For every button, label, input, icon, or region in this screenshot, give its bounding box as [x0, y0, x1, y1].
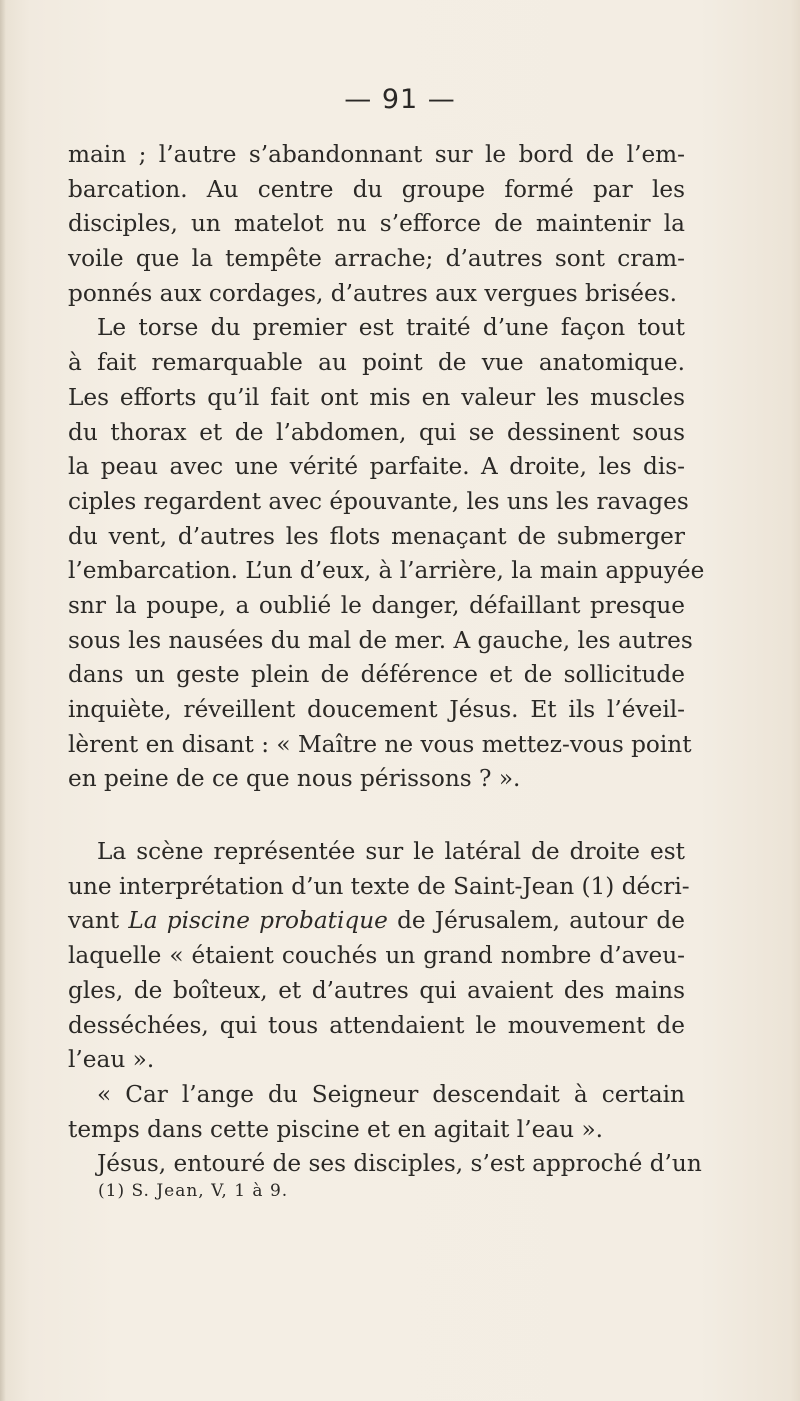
text-line: à fait remarquable au point de vue anatomique. [68, 349, 685, 377]
text-line: inquiète, réveillent doucement Jésus. Et ils l’éveil- [68, 696, 685, 723]
text-line: dans un geste plein de déférence et de sollicitude [68, 661, 685, 689]
text-line: ponnés aux cordages, d’autres aux vergues brisées. [68, 279, 677, 307]
paragraph-gap [68, 797, 685, 835]
page-binding-edge [0, 0, 6, 1401]
text-line: Le torse du premier est traité d’une façon tout [97, 314, 685, 342]
text-line: La scène représentée sur le latéral de droite est [97, 838, 685, 866]
text-line: lèrent en disant : « Maître ne vous mettez-vous point [68, 730, 692, 758]
page-number: — 91 — [344, 84, 456, 115]
text-line: du vent, d’autres les flots menaçant de submerger [68, 522, 685, 550]
text-line: disciples, un matelot nu s’efforce de maintenir la [68, 210, 685, 238]
text-line: barcation. Au centre du groupe formé par les [68, 175, 685, 203]
text-line: voile que la tempête arrache; d’autres sont cram- [68, 245, 685, 273]
text-line: desséchées, qui tous attendaient le mouvement de [68, 1011, 685, 1039]
text-line: gles, de boîteux, et d’autres qui avaient des mains [68, 976, 685, 1004]
italic-title: La piscine probatique [128, 907, 388, 935]
text-run: vant [68, 907, 129, 935]
text-line: Les efforts qu’il fait ont mis en valeur les muscles [68, 383, 685, 411]
text-line: ciples regardent avec épouvante, les uns les ravages [68, 487, 689, 515]
text-line: l’embarcation. L’un d’eux, à l’arrière, la main appuyée [68, 557, 705, 585]
text-run: de Jérusalem, autour de [387, 907, 685, 935]
text-line: du thorax et de l’abdomen, qui se dessinent sous [68, 418, 685, 446]
text-line: Jésus, entouré de ses disciples, s’est approché d’un [97, 1150, 702, 1178]
body-text [68, 138, 705, 1182]
text-line-with-italic [68, 904, 685, 939]
text-line: main ; l’autre s’abandonnant sur le bord de l’em- [68, 141, 685, 168]
text-line: temps dans cette piscine et en agitait l’eau ». [68, 1115, 603, 1143]
text-line: une interprétation d’un texte de Saint-Jean (1) décri- [68, 872, 690, 900]
text-line: la peau avec une vérité parfaite. A droite, les dis- [68, 453, 685, 481]
text-line: sous les nausées du mal de mer. A gauche, les autres [68, 626, 693, 654]
footnote: (1) S. Jean, V, 1 à 9. [98, 1181, 289, 1201]
text-line: snr la poupe, a oublié le danger, défaillant presque [68, 591, 685, 619]
text-line: l’eau ». [68, 1046, 155, 1074]
text-line: laquelle « étaient couchés un grand nombre d’aveu- [68, 942, 685, 970]
text-line: en peine de ce que nous périssons ? ». [68, 765, 521, 793]
text-line: « Car l’ange du Seigneur descendait à certain [97, 1080, 685, 1108]
